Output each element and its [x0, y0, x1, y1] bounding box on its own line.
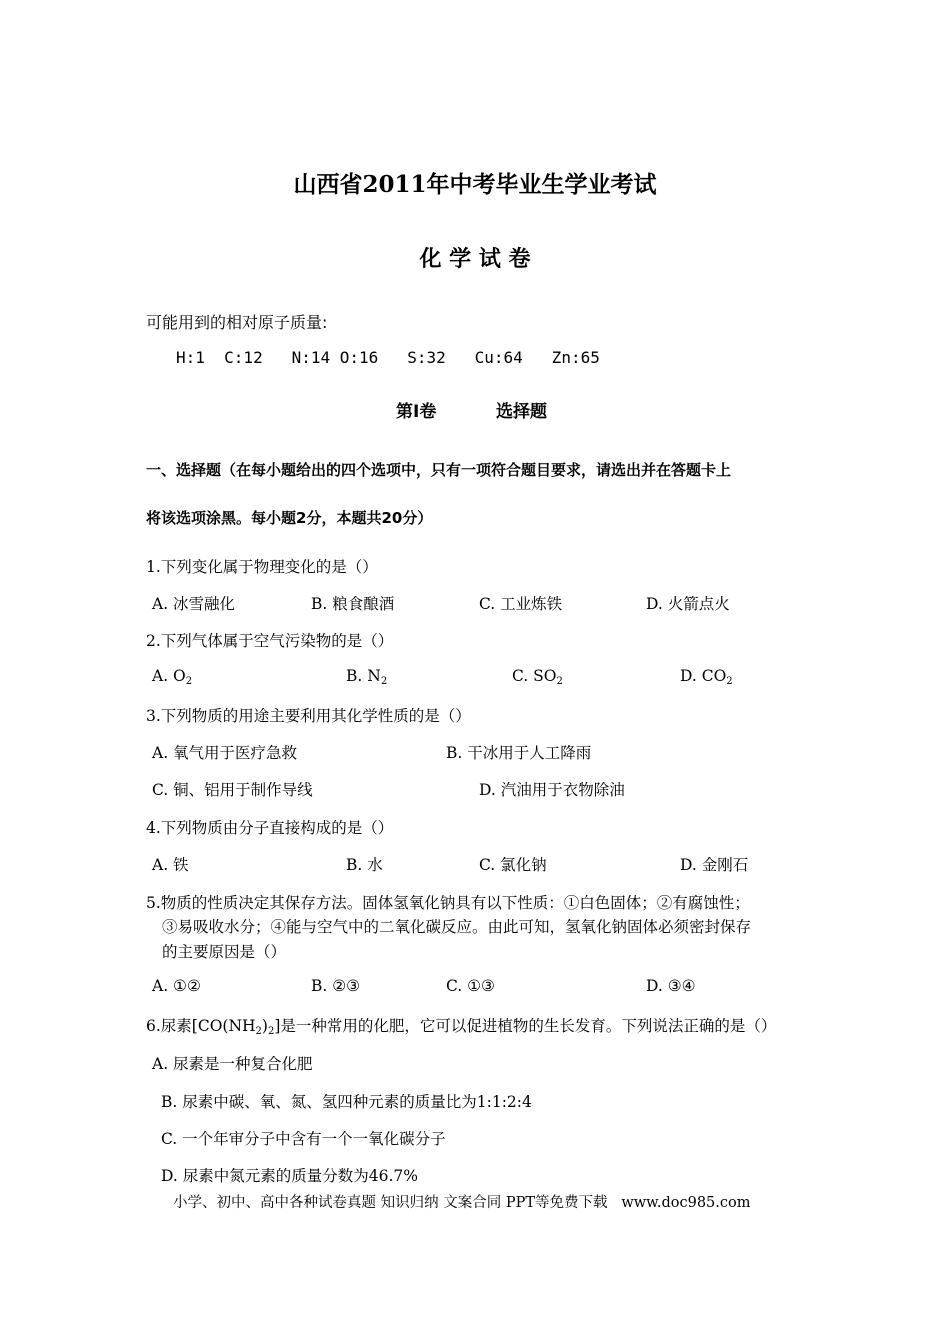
question-stem: 2.下列气体属于空气污染物的是（） [146, 632, 394, 650]
option: A. 氧气用于医疗急救 [152, 744, 298, 762]
option: D. 火箭点火 [646, 595, 730, 613]
option: C. ①③ [446, 977, 495, 995]
option: A. $O_2$ [152, 667, 193, 687]
option: B. $N_2$ [346, 667, 388, 687]
option: C. $SO_2$ [512, 667, 563, 687]
question-stem-line: ③易吸收水分；④能与空气中的二氧化碳反应。由此可知，氢氧化钠固体必须密封保存 [162, 918, 752, 936]
atomic-mass-label: 可能用到的相对原子质量: [146, 313, 328, 332]
option: C. 氯化钠 [479, 856, 547, 874]
option: A. 尿素是一种复合化肥 [152, 1055, 313, 1073]
instructions-line-1: 一、选择题（在每小题给出的四个选项中，只有一项符合题目要求，请选出并在答题卡上 [146, 461, 732, 479]
question-stem: 6.尿素$[CO(NH_2)_2]$是一种常用的化肥，它可以促进植物的生长发育。下列说法正确的是（） [146, 1017, 777, 1037]
question-stem-line: 的主要原因是（） [162, 943, 287, 961]
option: D. ③④ [646, 977, 696, 995]
option: D. 金刚石 [680, 856, 749, 874]
option: D. 汽油用于衣物除油 [479, 781, 625, 799]
option: B. 粮食酿酒 [311, 595, 395, 613]
option: B. ②③ [311, 977, 361, 995]
option: C. 工业炼铁 [479, 595, 563, 613]
question-stem-line: 5.物质的性质决定其保存方法。固体氢氧化钠具有以下性质：①白色固体；②有腐蚀性； [146, 894, 750, 912]
option: A. 冰雪融化 [152, 595, 236, 613]
option: D. 尿素中氮元素的质量分数为46.7% [161, 1167, 418, 1185]
question-stem: 1.下列变化属于物理变化的是（） [146, 558, 378, 576]
exam-subtitle: 化 学 试 卷 [419, 246, 531, 272]
exam-title: 山西省2011年中考毕业生学业考试 [293, 171, 657, 198]
instructions-line-2: 将该选项涂黑。每小题2分，本题共20分） [146, 509, 433, 527]
section-name: 第Ⅰ卷 [396, 402, 437, 422]
option: B. 尿素中碳、氧、氮、氢四种元素的质量比为1:1:2:4 [161, 1093, 532, 1111]
page-footer: 小学、初中、高中各种试卷真题 知识归纳 文案合同 PPT等免费下载 www.doc985.com [173, 1195, 751, 1211]
section-title: 选择题 [496, 402, 547, 422]
option: B. 干冰用于人工降雨 [446, 744, 592, 762]
option: C. 一个年审分子中含有一个一氧化碳分子 [161, 1130, 446, 1148]
option: C. 铜、铝用于制作导线 [152, 781, 313, 799]
question-stem: 3.下列物质的用途主要利用其化学性质的是（） [146, 707, 471, 725]
atomic-mass-values: H:1 C:12 N:14 O:16 S:32 Cu:64 Zn:65 [176, 348, 600, 367]
option: A. ①② [152, 977, 201, 995]
option: B. 水 [346, 856, 383, 874]
question-stem: 4.下列物质由分子直接构成的是（） [146, 819, 394, 837]
option: D. $CO_2$ [680, 667, 733, 687]
option: A. 铁 [152, 856, 189, 874]
